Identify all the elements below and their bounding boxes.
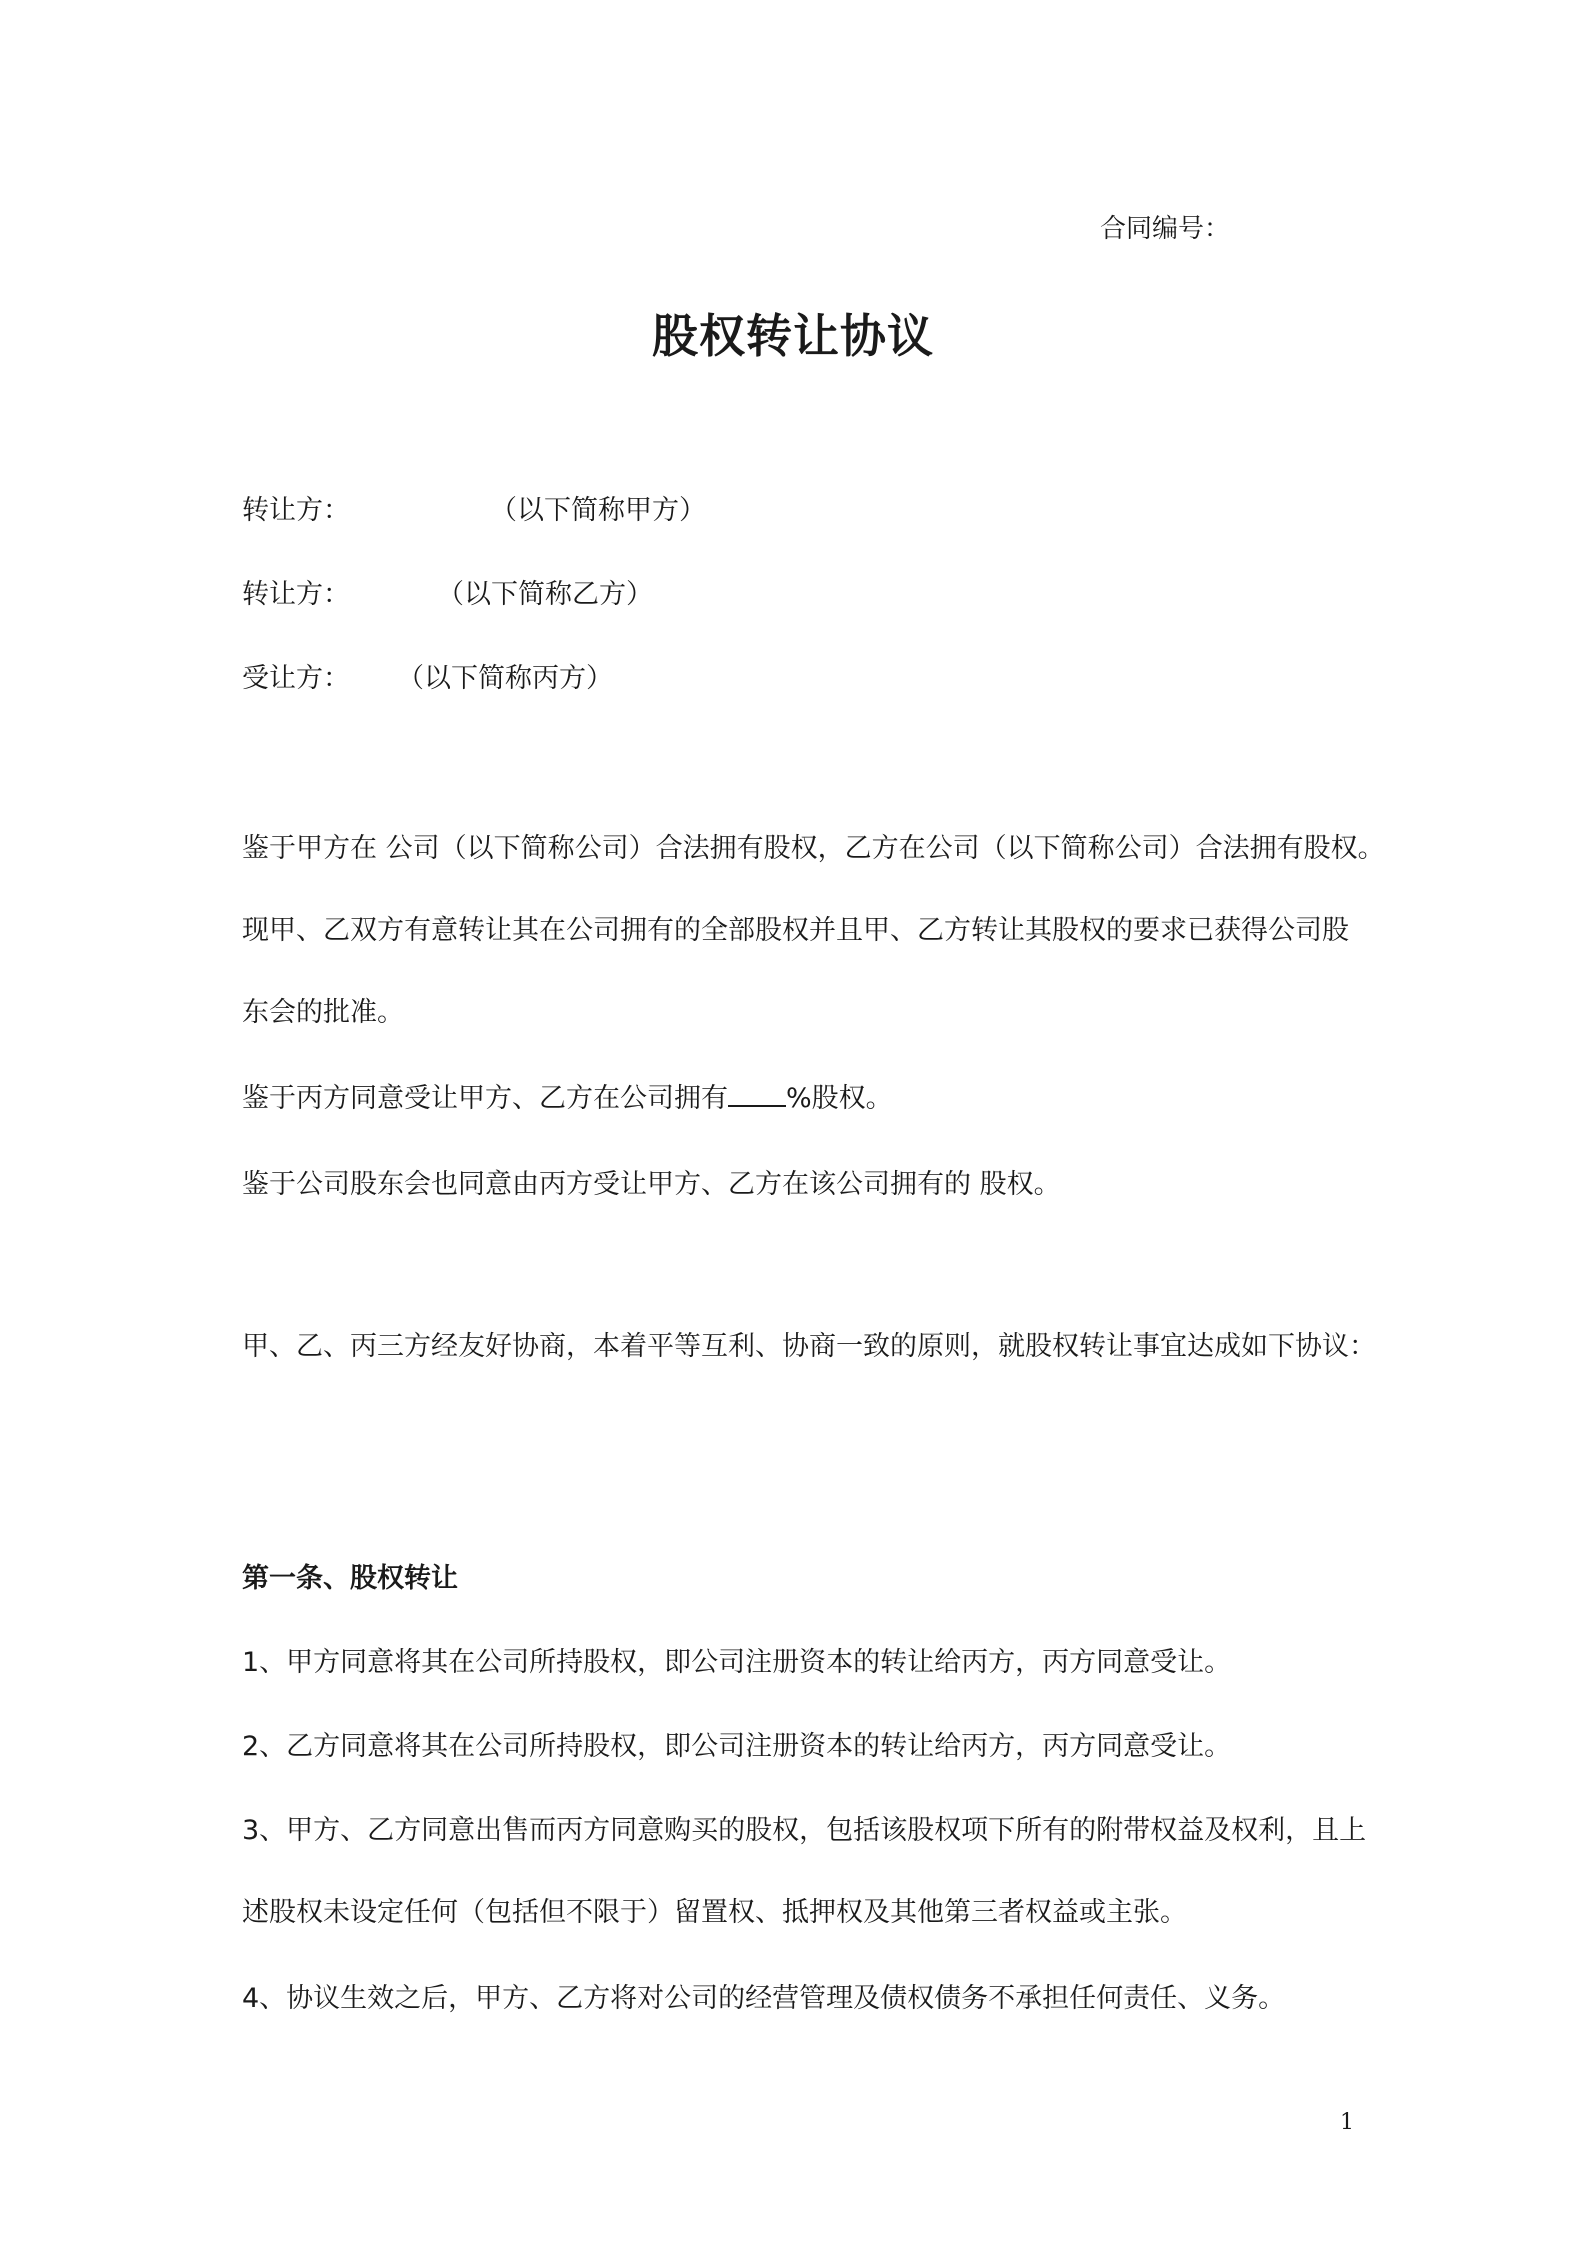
party-note: （以下简称甲方） [490, 495, 706, 526]
article-1-item-1: 1、甲方同意将其在公司所持股权，即公司注册资本的转让给丙方，丙方同意受让。 [242, 1647, 1232, 1678]
party-transferee-c [242, 656, 613, 695]
party-note: （以下简称丙方） [397, 663, 613, 694]
article-1-item-4: 4、协议生效之后，甲方、乙方将对公司的经营管理及债权债务不承担任何责任、义务。 [242, 1983, 1286, 2014]
document-title: 股权转让协议 [652, 309, 934, 363]
percentage-blank [728, 1083, 786, 1107]
preamble-line-4-before: 鉴于丙方同意受让甲方、乙方在公司拥有 [242, 1083, 728, 1114]
article-1-item-2: 2、乙方同意将其在公司所持股权，即公司注册资本的转让给丙方，丙方同意受让。 [242, 1731, 1232, 1762]
party-label: 转让方： [242, 495, 350, 526]
preamble-line-4 [242, 1076, 893, 1115]
article-1-heading: 第一条、股权转让 [242, 1563, 458, 1594]
article-1-item-3: 3、甲方、乙方同意出售而丙方同意购买的股权，包括该股权项下所有的附带权益及权利，且上 [242, 1815, 1367, 1846]
party-transferor-a [242, 488, 706, 527]
preamble-line-6: 甲、乙、丙三方经友好协商，本着平等互利、协商一致的原则，就股权转让事宜达成如下协议： [242, 1331, 1376, 1362]
article-1-item-3-cont: 述股权未设定任何（包括但不限于）留置权、抵押权及其他第三者权益或主张。 [242, 1897, 1187, 1928]
party-label: 受让方： [242, 663, 350, 694]
preamble-line-2: 现甲、乙双方有意转让其在公司拥有的全部股权并且甲、乙方转让其股权的要求已获得公司股 [242, 915, 1349, 946]
page-number: 1 [1340, 2110, 1354, 2135]
party-label: 转让方： [242, 579, 350, 610]
preamble-line-3: 东会的批准。 [242, 997, 404, 1028]
preamble-line-5: 鉴于公司股东会也同意由丙方受让甲方、乙方在该公司拥有的 股权。 [242, 1169, 1061, 1200]
party-note: （以下简称乙方） [437, 579, 653, 610]
preamble-line-4-after: %股权。 [786, 1083, 893, 1114]
preamble-line-1: 鉴于甲方在 公司（以下简称公司）合法拥有股权，乙方在公司（以下简称公司）合法拥有股权。 [242, 833, 1385, 864]
party-transferor-b [242, 572, 653, 611]
contract-number-label: 合同编号： [1100, 214, 1231, 244]
